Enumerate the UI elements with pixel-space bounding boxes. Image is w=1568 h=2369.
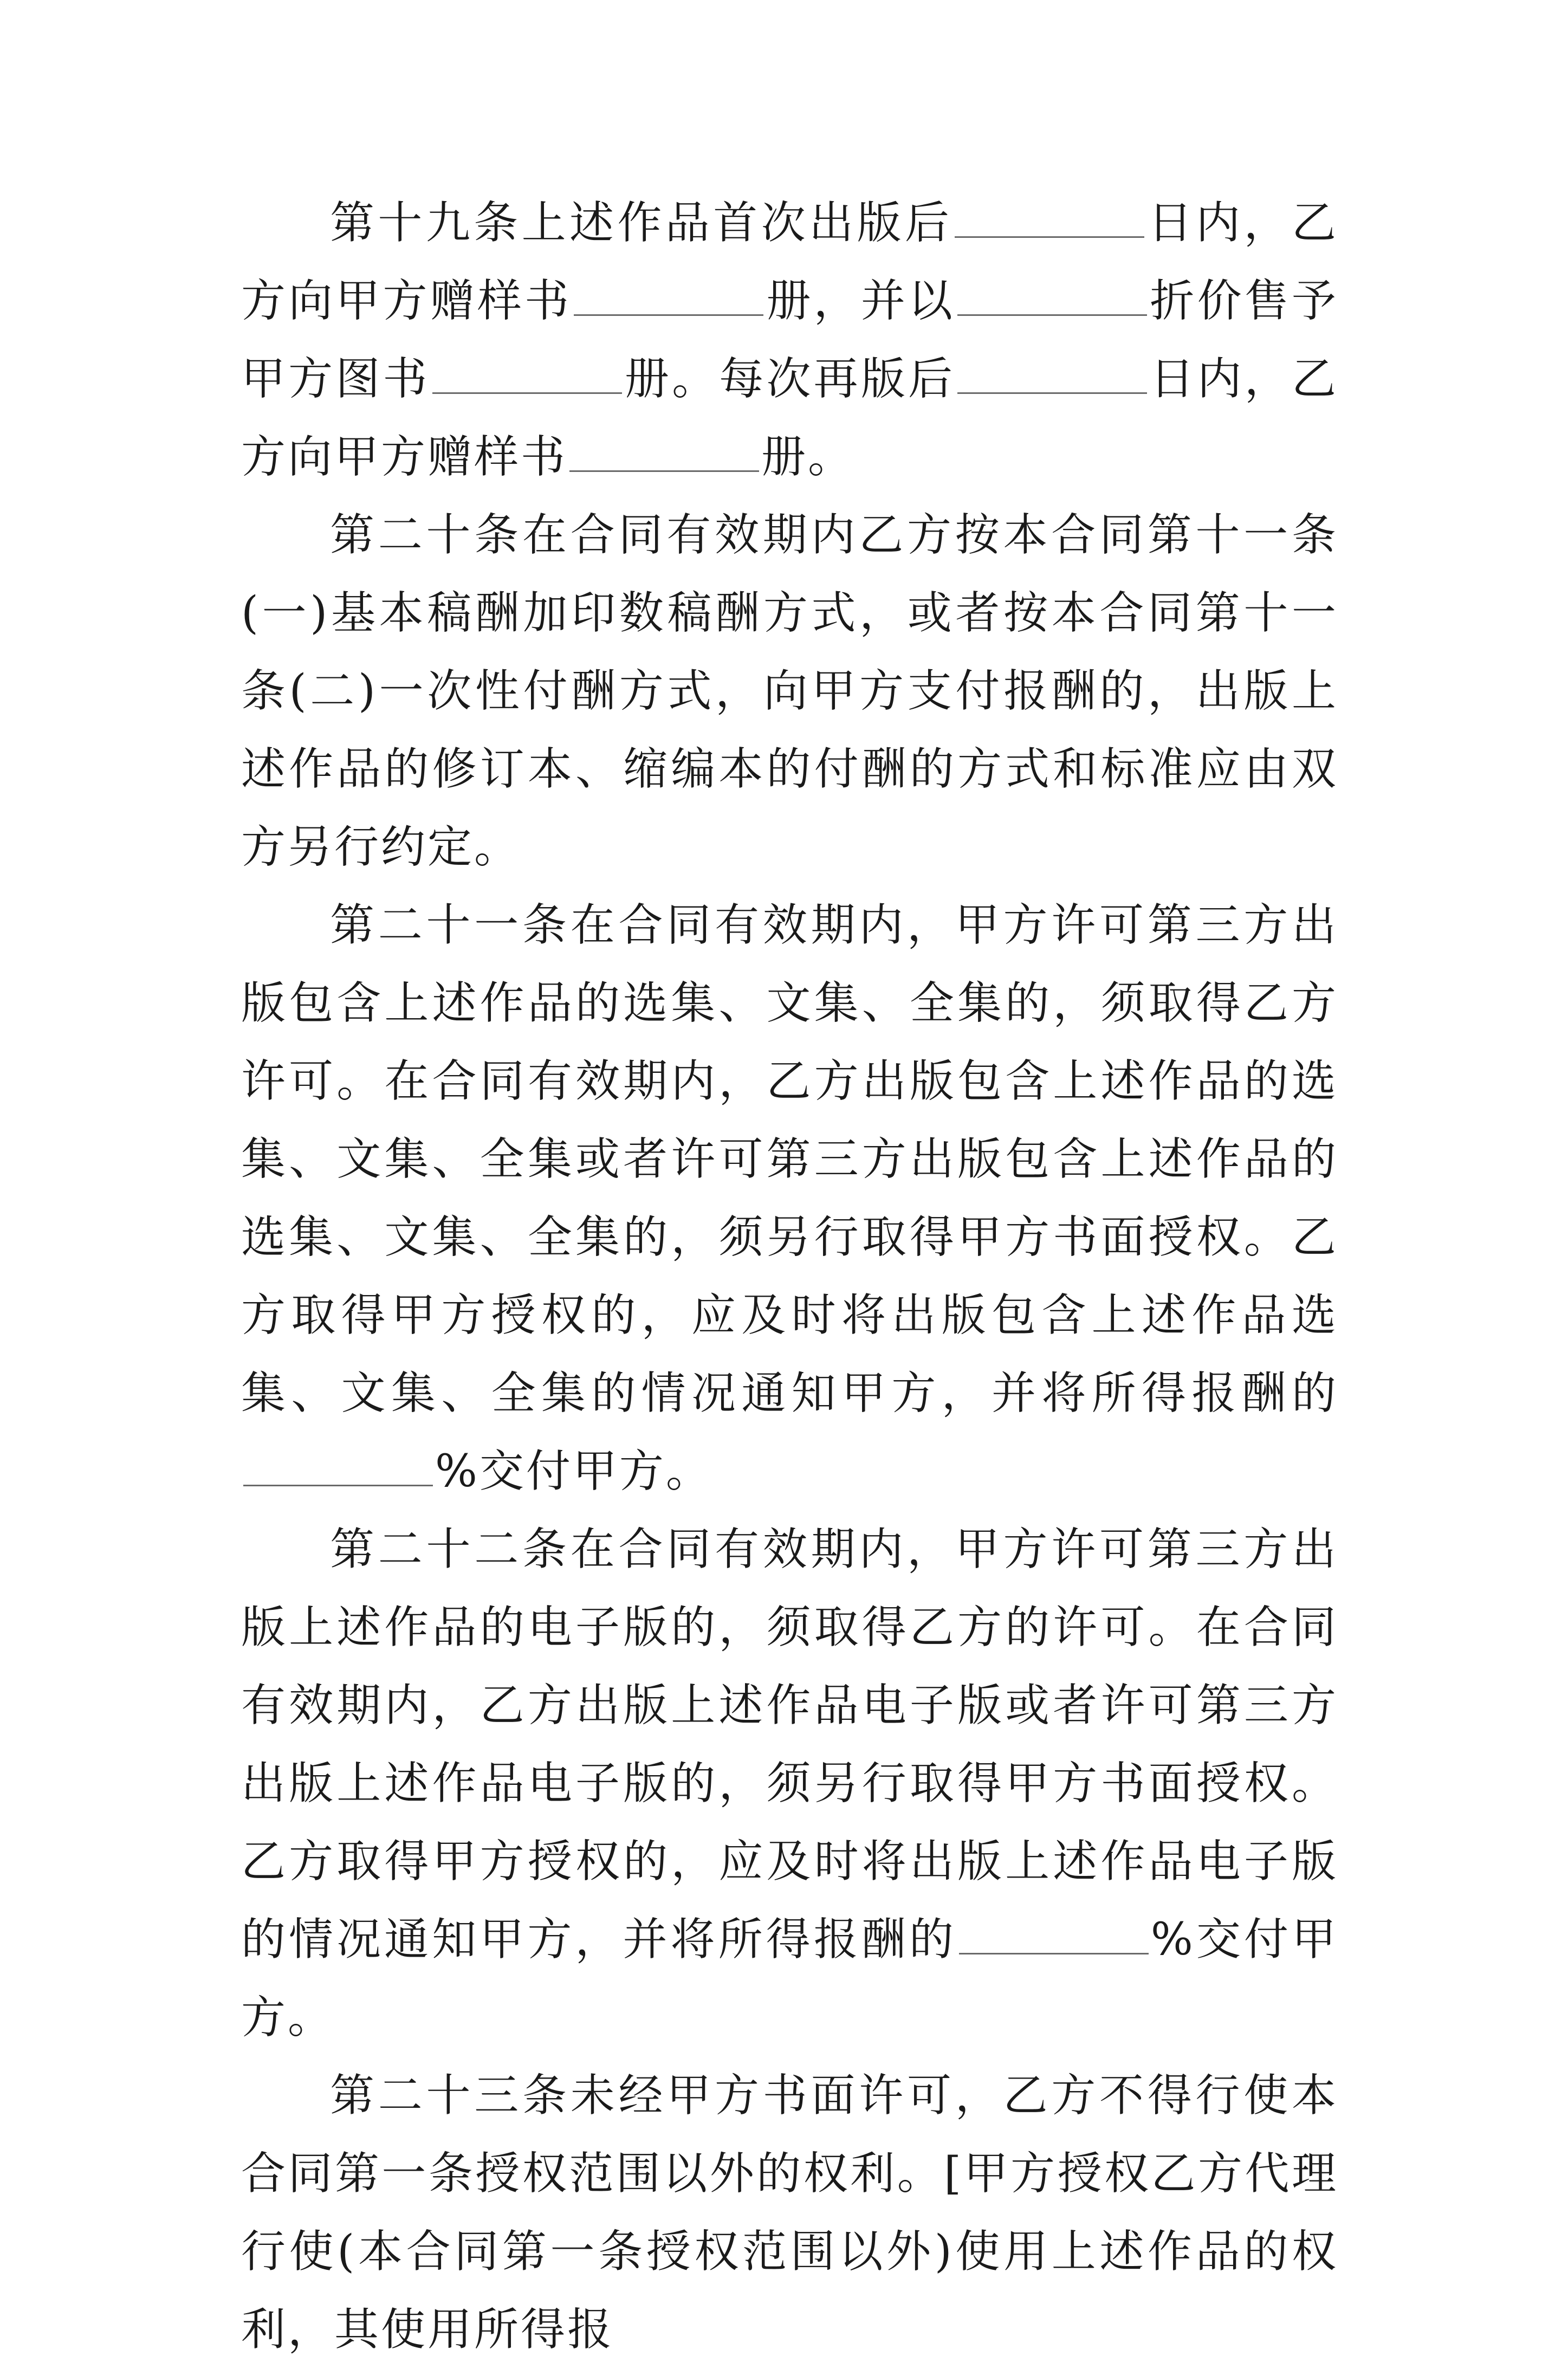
- fill-blank: [243, 1483, 433, 1486]
- article-22-text-1: 第二十二条在合同有效期内，甲方许可第三方出版上述作品的电子版的，须取得乙方的许可。在合同有效期内，乙方出版上述作品电子版或者许可第三方出版上述作品电子版的，须另行取得甲方书面授权。乙方取得甲方授权的，应及时将出版上述作品电子版的情况通知甲方，并将所得报酬的: [241, 1524, 1338, 1965]
- article-19-text-4: 折价售予甲方图书: [241, 275, 1338, 405]
- fill-blank: [957, 390, 1147, 394]
- fill-blank: [959, 1951, 1149, 1954]
- fill-blank: [574, 312, 763, 316]
- article-19-text-3: 册，并以: [766, 275, 956, 327]
- fill-blank: [432, 390, 622, 394]
- fill-blank: [955, 234, 1144, 238]
- article-23-text: 第二十三条未经甲方书面许可，乙方不得行使本合同第一条授权范围以外的权利。[甲方授权乙方代理行使(本合同第一条授权范围以外)使用上述作品的权利，其使用所得报: [241, 2070, 1338, 2355]
- article-21: [241, 886, 1338, 1511]
- article-19: [241, 184, 1338, 496]
- article-19-text-2: 日内，乙方向甲方赠样书: [241, 197, 1338, 327]
- article-19-text-7: 册。: [761, 431, 855, 483]
- article-19-text-5: 册。每次再版后: [624, 353, 956, 405]
- article-19-text-1: 第十九条上述作品首次出版后: [330, 197, 953, 249]
- article-22-text-2: %交付甲方。: [241, 1914, 1338, 2043]
- article-22: [241, 1511, 1338, 2057]
- article-20: [241, 496, 1338, 886]
- article-20-text: 第二十条在合同有效期内乙方按本合同第十一条(一)基本稿酬加印数稿酬方式，或者按本合同第十一条(二)一次性付酬方式，向甲方支付报酬的，出版上述作品的修订本、缩编本的付酬的方式和标准应由双方另行约定。: [241, 509, 1338, 873]
- fill-blank: [569, 468, 759, 472]
- article-21-text-2: %交付甲方。: [435, 1446, 712, 1497]
- article-23: [241, 2057, 1338, 2369]
- fill-blank: [957, 312, 1147, 316]
- article-21-text-1: 第二十一条在合同有效期内，甲方许可第三方出版包含上述作品的选集、文集、全集的，须取得乙方许可。在合同有效期内，乙方出版包含上述作品的选集、文集、全集或者许可第三方出版包含上述作品的选集、文集、全集的，须另行取得甲方书面授权。乙方取得甲方授权的，应及时将出版包含上述作品选集、文集、全集的情况通知甲方，并将所得报酬的: [241, 899, 1338, 1419]
- contract-body: [241, 184, 1338, 2369]
- article-19-text-6: 日内，乙方向甲方赠样书: [241, 353, 1338, 483]
